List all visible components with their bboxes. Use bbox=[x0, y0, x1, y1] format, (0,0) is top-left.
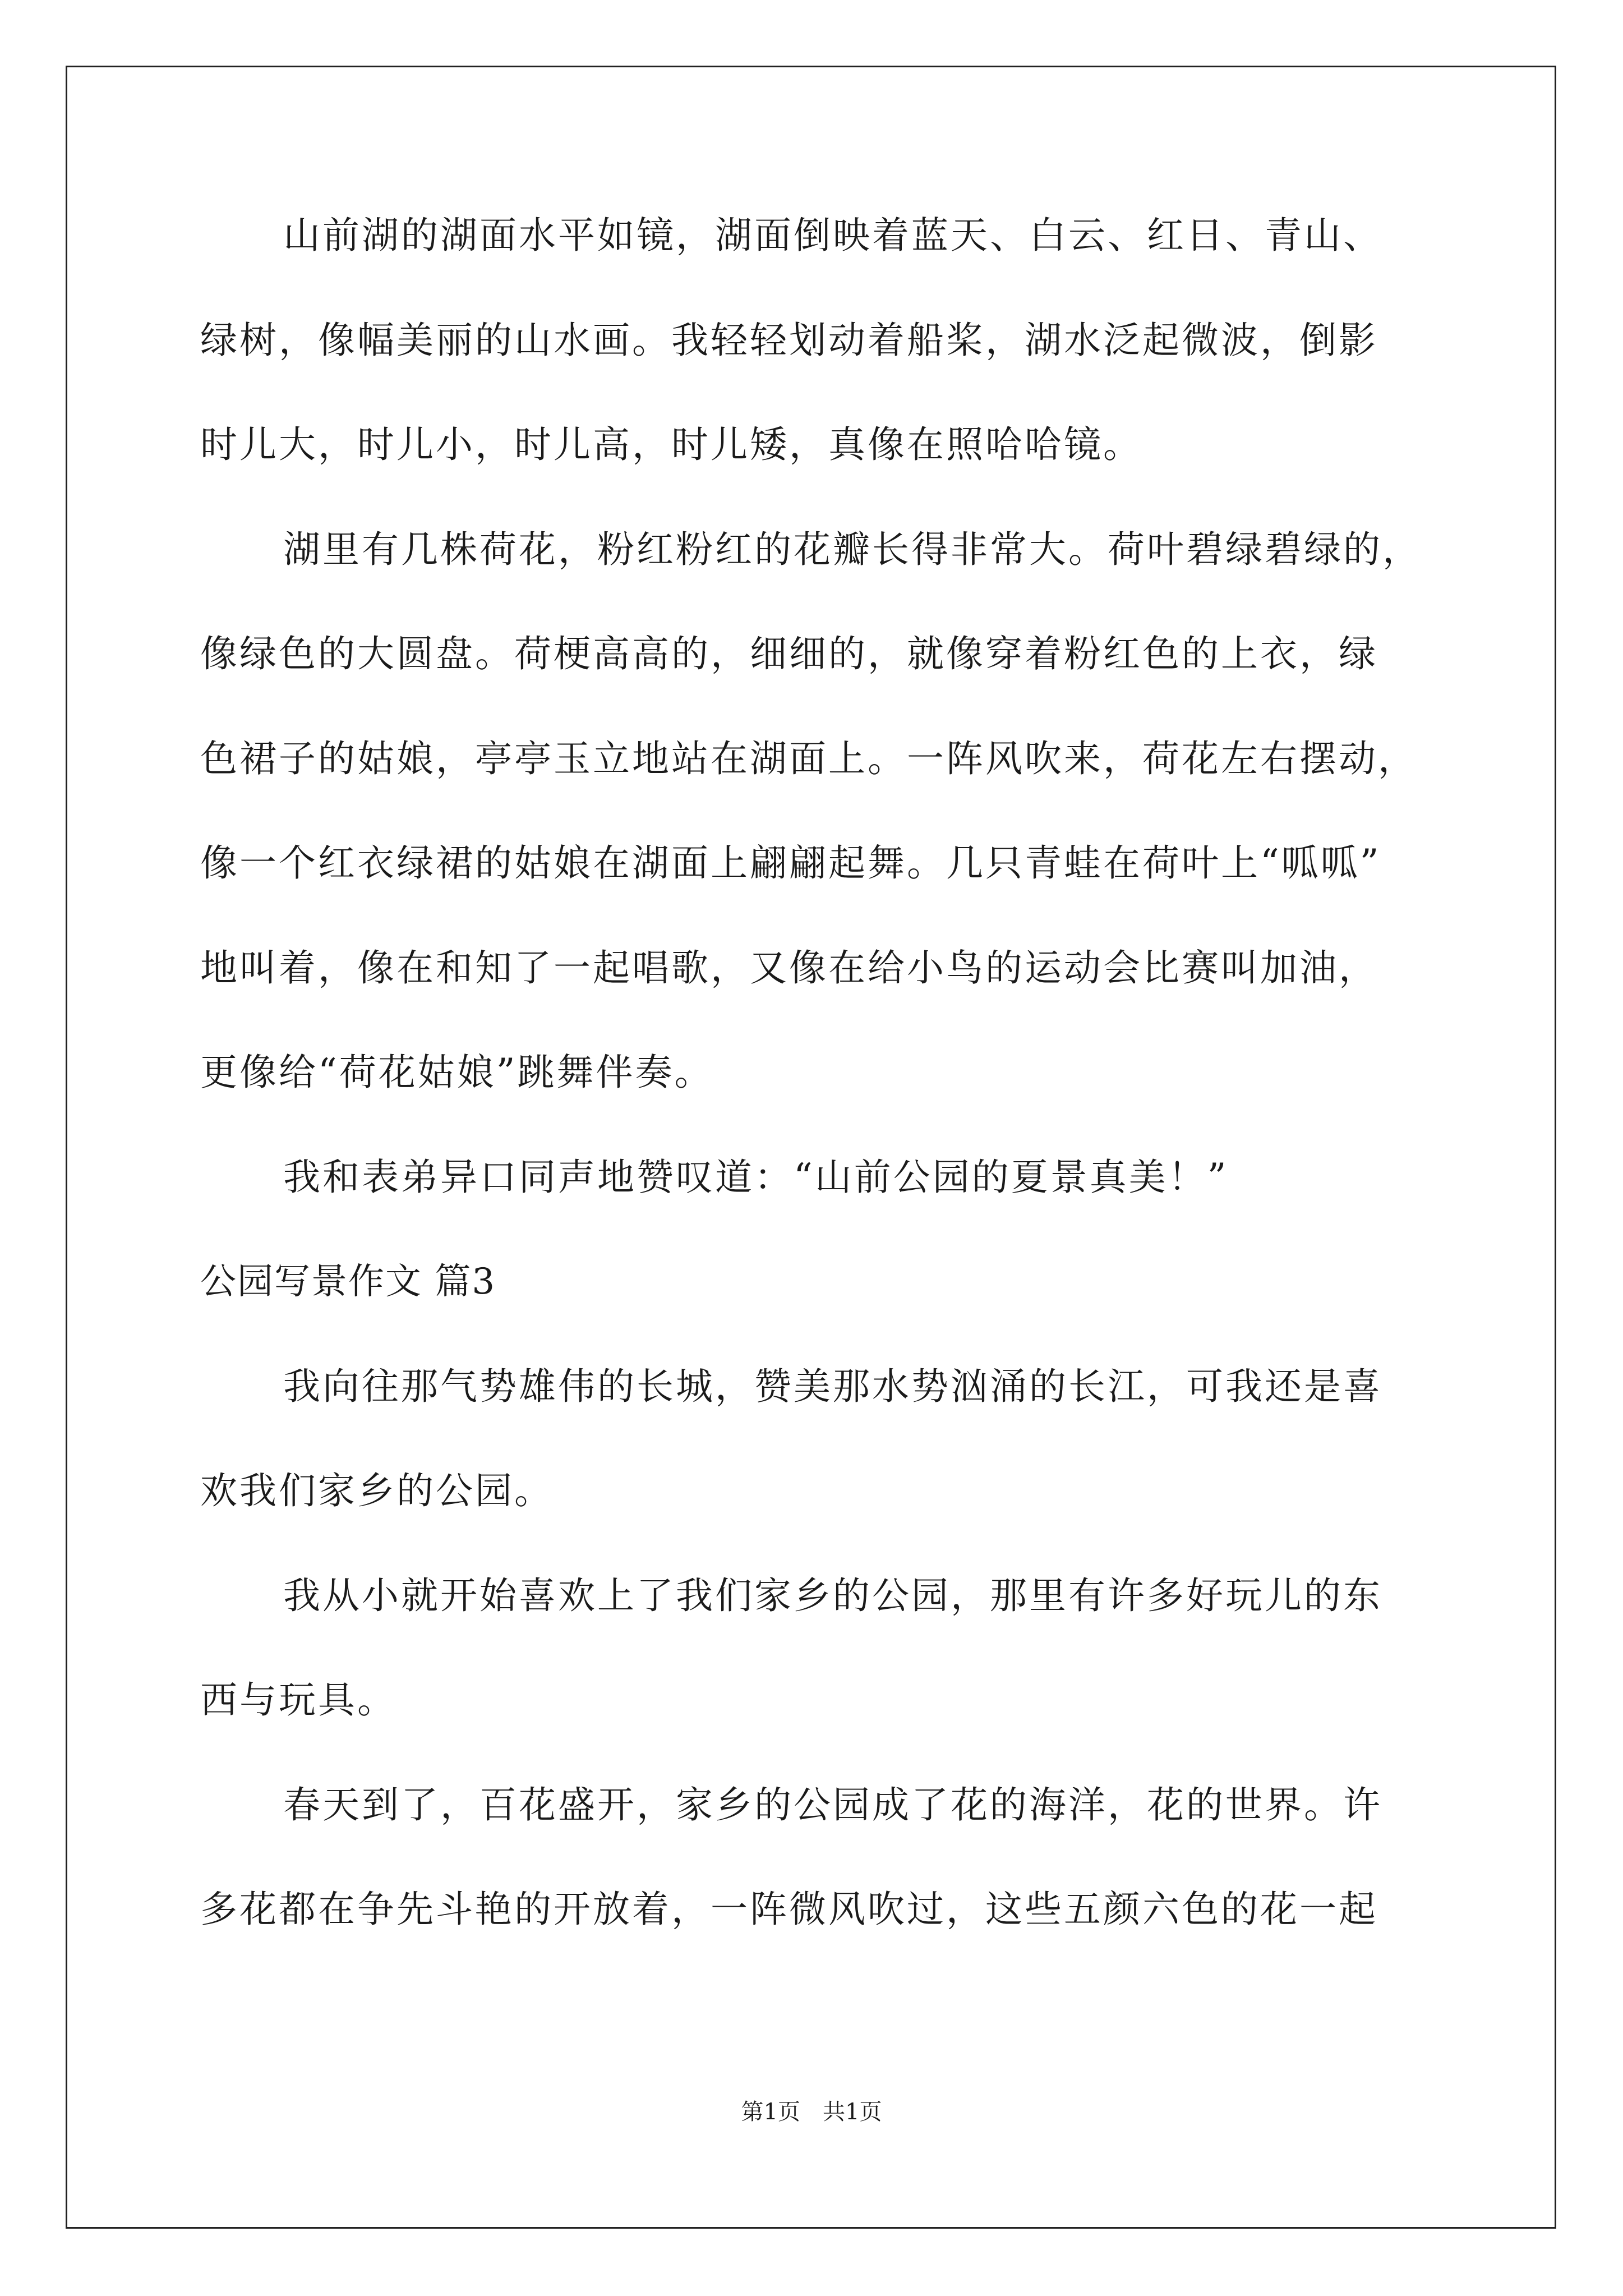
text-line: 春天到了，百花盛开，家乡的公园成了花的海洋，花的世界。许 bbox=[283, 1783, 1382, 1826]
text-line: 我和表弟异口同声地赞叹道：“山前公园的夏景真美！” bbox=[283, 1156, 1229, 1199]
section-heading: 公园写景作文 篇3 bbox=[200, 1261, 496, 1303]
text-line: 我从小就开始喜欢上了我们家乡的公园，那里有许多好玩儿的东 bbox=[283, 1574, 1382, 1617]
text-line: 更像给“荷花姑娘”跳舞伴奏。 bbox=[200, 1051, 714, 1094]
text-line: 欢我们家乡的公园。 bbox=[200, 1469, 554, 1512]
text-line: 像一个红衣绿裙的姑娘在湖面上翩翩起舞。几只青蛙在荷叶上“呱呱” bbox=[200, 841, 1381, 885]
text-line: 时儿大，时儿小，时儿高，时儿矮，真像在照哈哈镜。 bbox=[200, 423, 1142, 466]
text-line: 我向往那气势雄伟的长城，赞美那水势汹涌的长江，可我还是喜 bbox=[283, 1365, 1382, 1408]
text-line: 地叫着，像在和知了一起唱歌，又像在给小鸟的运动会比赛叫加油， bbox=[200, 946, 1378, 990]
page-footer: 第1页 共1页 bbox=[741, 2099, 882, 2125]
text-line: 山前湖的湖面水平如镜，湖面倒映着蓝天、白云、红日、青山、 bbox=[283, 214, 1382, 257]
text-line: 像绿色的大圆盘。荷梗高高的，细细的，就像穿着粉红色的上衣，绿 bbox=[200, 632, 1378, 675]
text-line: 湖里有几株荷花，粉红粉红的花瓣长得非常大。荷叶碧绿碧绿的， bbox=[283, 528, 1422, 571]
text-line: 多花都在争先斗艳的开放着，一阵微风吹过，这些五颜六色的花一起 bbox=[200, 1888, 1378, 1931]
text-line: 西与玩具。 bbox=[200, 1678, 396, 1722]
text-line: 色裙子的姑娘，亭亭玉立地站在湖面上。一阵风吹来，荷花左右摆动， bbox=[200, 737, 1417, 780]
text-line: 绿树，像幅美丽的山水画。我轻轻划动着船桨，湖水泛起微波，倒影 bbox=[200, 319, 1378, 362]
